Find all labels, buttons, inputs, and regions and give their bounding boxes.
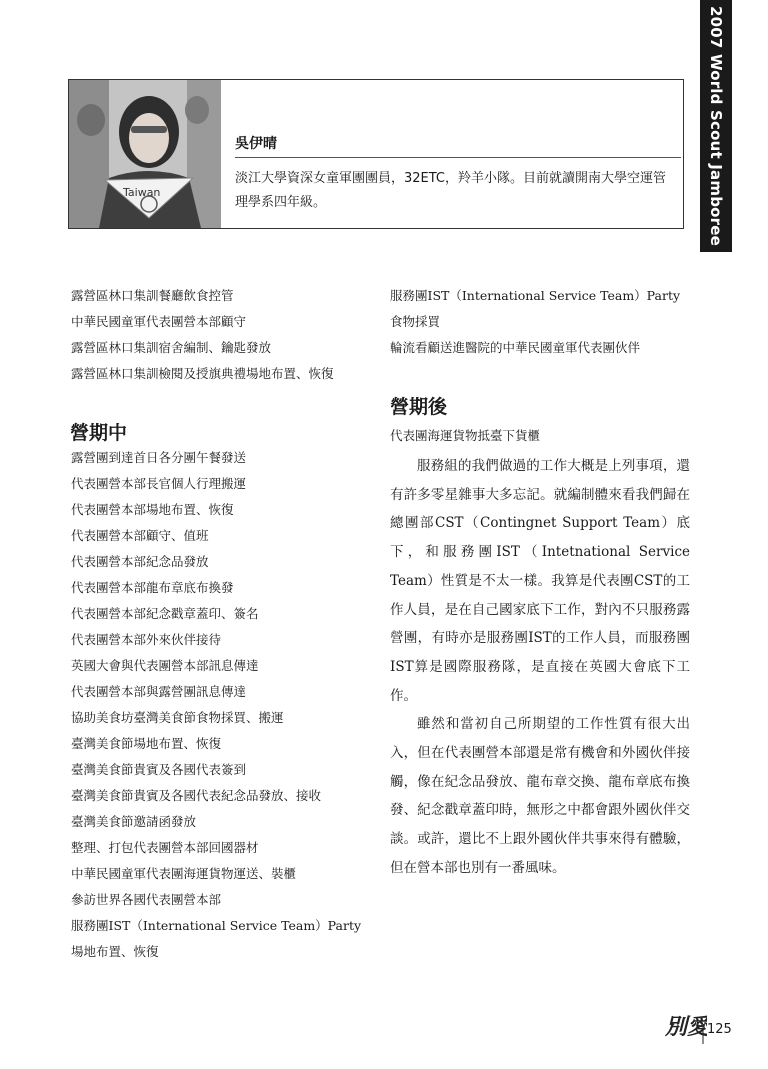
list-item: 代表團營本部紀念戳章蓋印、簽名 [71,606,259,621]
paragraph: 服務組的我們做過的工作大概是上列事項，還有許多零星雜事大多忘記。就編制體來看我們歸在總團部CST（Contingnet Support Team）底下，和服務團IST（Intetnational Service Team）性質是不太一樣。我算是代表團CST的工作人員，是在自己國家底下工作，對內不只服務露營團，有時亦是服務團IST的工作人員，而服務團IST算是國際服務隊，是直接在英國大會底下工作。 [390,458,690,704]
list-item: 中華民國童軍代表團營本部顧守 [71,314,247,329]
list-item: 代表團營本部外來伙伴接待 [71,632,222,647]
pre-camp-list-right [390,283,690,361]
paragraph: 雖然和當初自己所期望的工作性質有很大出入，但在代表團營本部還是常有機會和外國伙伴接觸，像在紀念品發放、龍布章交換、龍布章底布換發、紀念戳章蓋印時，無形之中都會跟外國伙伴交談。或許，還比不上跟外國伙伴共事來得有體驗，但在營本部也別有一番風味。 [390,716,690,876]
during-camp-list [71,445,371,965]
calligraphy-logo-icon [663,1010,707,1050]
person-bio: 淡江大學資深女童軍團團員，32ETC，羚羊小隊。目前就讀開南大學空運管理學系四年級。 [235,171,667,210]
section-heading-after: 營期後 [390,396,448,418]
list-item: 輪流看顧送進醫院的中華民國童軍代表團伙伴 [390,340,641,355]
list-item: 露營區林口集訓餐廳飲食控管 [71,288,234,303]
list-item: 露營區林口集訓宿舍編制、鑰匙發放 [71,340,272,355]
list-item: 臺灣美食節邀請函發放 [71,814,197,829]
photo-banner-text: Taiwan [123,186,161,199]
list-item: 整理、打包代表團營本部回國器材 [71,840,259,855]
list-item: 臺灣美食節場地布置、恢復 [71,736,222,751]
svg-text:別愛: 別愛 [665,1014,707,1040]
list-item: 代表團營本部龍布章底布換發 [71,580,234,595]
list-item: 中華民國童軍代表團海運貨物運送、裝櫃 [71,866,297,881]
page-number: 125 [707,1022,732,1037]
side-tab-title: 2007 World Scout Jamboree [707,6,725,246]
name-divider [235,157,681,158]
list-item: 代表團營本部與露營團訊息傳達 [71,684,247,699]
after-camp-list [390,423,690,449]
list-item: 英國大會與代表團營本部訊息傳達 [71,658,259,673]
publication-logo [663,1010,707,1054]
article-body [390,452,690,883]
list-item: 代表團營本部長官個人行理搬運 [71,476,247,491]
list-item: 露營團到達首日各分團午餐發送 [71,450,247,465]
list-item: 臺灣美食節貴賓及各國代表紀念品發放、接收 [71,788,322,803]
list-item: 代表團營本部顧守、值班 [71,528,209,543]
list-item: 服務團IST（International Service Team）Party場地布置、恢復 [71,918,362,959]
list-item: 代表團營本部場地布置、恢復 [71,502,234,517]
section-heading-during: 營期中 [70,422,128,444]
profile-photo-image [69,80,221,228]
list-item: 服務團IST（International Service Team）Party食物採買 [390,288,681,329]
list-item: 代表團營本部紀念品發放 [71,554,209,569]
list-item: 代表團海運貨物抵臺下貨櫃 [390,428,541,443]
list-item: 露營區林口集訓檢閱及授旗典禮場地布置、恢復 [71,366,334,381]
side-tab [700,0,732,252]
profile-box [68,79,684,229]
profile-photo [69,80,221,228]
list-item: 參訪世界各國代表團營本部 [71,892,222,907]
list-item: 臺灣美食節貴賓及各國代表簽到 [71,762,247,777]
person-name: 吳伊晴 [235,136,277,152]
pre-camp-list-left [71,283,371,387]
list-item: 協助美食坊臺灣美食節食物採買、搬運 [71,710,284,725]
